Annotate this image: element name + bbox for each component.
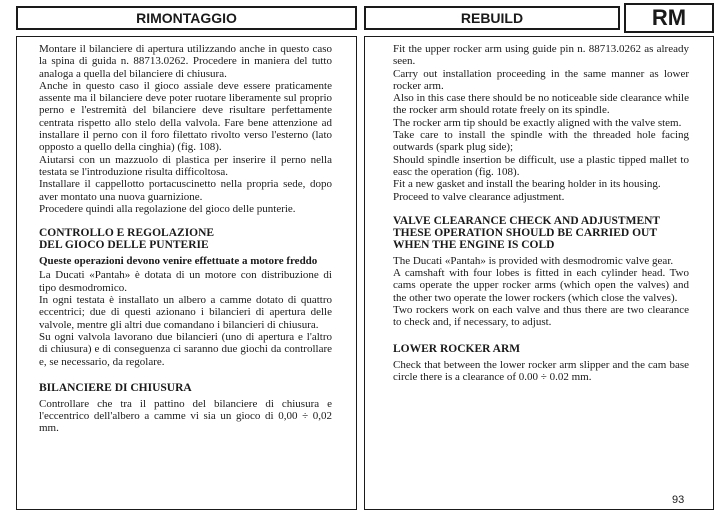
paragraph: Two rockers work on each valve and thus there are two clearance to check and, if necessary, to adjust. [393,304,689,329]
heading-line: WHEN THE ENGINE IS COLD [393,238,555,251]
heading-lower-rocker: LOWER ROCKER ARM [393,342,521,355]
heading-line: CONTROLLO E REGOLAZIONE [39,227,215,240]
paragraph: Aiutarsi con un mazzuolo di plastica per inserire il perno nella testata se l'introduzione risulta difficoltosa. [39,153,332,178]
paragraph: Take care to install the spindle with the threaded hole facing outwards (spark plug side); [393,129,689,154]
heading-valve-clearance [39,227,332,251]
paragraph: Controllare che tra il pattino del bilanciere di chiusura e l'eccentrico dell'albero a camme vi sia un gioco di 0,00 ÷ 0,02 mm. [39,397,332,435]
english-text-column [364,36,714,510]
paragraph: A camshaft with four lobes is fitted in each cylinder head. Two cams operate the upper rocker arms (which open the valves) and the other two operate the lower rockers (which close the valves). [393,267,689,304]
heading-closing-rocker: BILANCIERE DI CHIUSURA [39,381,192,394]
paragraph: Check that between the lower rocker arm slipper and the cam base circle there is a clearance of 0.00 ÷ 0.02 mm. [393,358,689,383]
heading-line: VALVE CLEARANCE CHECK AND ADJUSTMENT [393,214,661,227]
paragraph: Procedere quindi alla regolazione del gioco delle punterie. [39,202,296,215]
paragraph: Su ogni valvola lavorano due bilancieri (uno di apertura e l'altro di chiusura) e di conseguenza ci saranno due giochi da controllare e, se necessario, da regolare. [39,330,332,368]
right-section-title: REBUILD [364,6,620,30]
paragraph: Fit a new gasket and install the bearing holder in its housing. [393,178,661,191]
paragraph: Anche in questo caso il gioco assiale deve essere praticamente assente ma il bilanciere deve poter ruotare liberamente sul proprio perno e l'estremità del bilanciere deve risultare perfettamente centrata rispetto allo stelo della valvola. Fare bene attenzione ad installare il perno con il foro filettato rivolto verso l'esterno (lato opposto a quello della cinghia) (fig. 108). [39,79,332,154]
paragraph: Montare il bilanciere di apertura utilizzando anche in questo caso la spina di guida n. 88713.0262. Procedere in maniera del tutto analoga a quella del bilanciere di chiusura. [39,43,332,80]
paragraph: Installare il cappellotto portacuscinetto nella propria sede, dopo aver montato una nuova guarnizione. [39,178,332,203]
paragraph: Carry out installation proceeding in the same manner as lower rocker arm. [393,67,689,92]
paragraph: In ogni testata è installato un albero a camme dotato di quattro eccentrici; due di questi azionano i bilancieri di apertura delle valvole, mentre gli altri due comandano i bilancieri di chiusura. [39,294,332,331]
page-number: 93 [672,494,685,506]
left-section-title: RIMONTAGGIO [16,6,357,30]
paragraph: Also in this case there should be no noticeable side clearance while the rocker arm should rotate freely on its spindle. [393,92,689,117]
heading-line: DEL GIOCO DELLE PUNTERIE [39,239,209,252]
italian-text-column [16,36,357,510]
paragraph: Should spindle insertion be difficult, use a plastic tipped mallet to easc the operation (fig. 108). [393,153,689,178]
section-code-badge: RM [624,3,714,33]
paragraph: The Ducati «Pantah» is provided with desmodromic valve gear. [393,254,674,267]
paragraph: Proceed to valve clearance adjustment. [393,190,565,203]
heading-line: THESE OPERATION SHOULD BE CARRIED OUT [393,226,658,239]
cold-engine-note: Queste operazioni devono venire effettuate a motore freddo [39,255,318,268]
paragraph: The rocker arm tip should be exactly aligned with the valve stem. [393,116,682,129]
heading-valve-clearance [393,215,689,251]
paragraph: La Ducati «Pantah» è dotata di un motore con distribuzione di tipo desmodromico. [39,269,332,294]
paragraph: Fit the upper rocker arm using guide pin n. 88713.0262 as already seen. [393,43,689,68]
